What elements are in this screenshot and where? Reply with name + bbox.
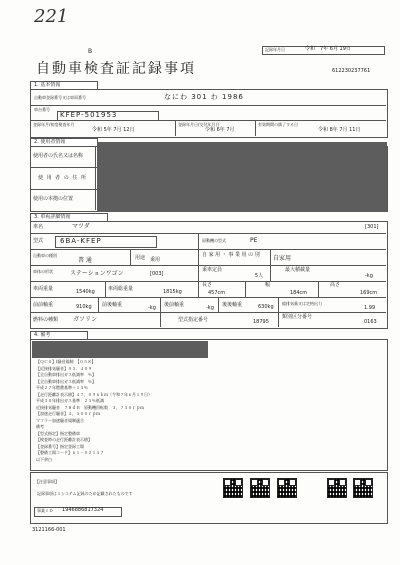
front-axle-label: 前前軸重 [33,302,54,308]
expiry-label: 有効期間の満了する日 [258,122,298,127]
first-reg-value: 令和 5年 7月 12日 [92,127,135,133]
remark-line: 近接排気騒音 ７８ｄＢ 原動機回転数 ３，７５０ｒｐｍ [36,404,144,410]
remark-line: 【走行距離計表示値】４７，０９６ｋｍ（令和７年６月１９日） [36,391,152,397]
cert-number-value: 18795 [253,319,269,325]
engine-value: PE [250,237,258,244]
body-shape-code: [003] [150,271,164,277]
maker-value: マツダ [72,223,90,230]
remark-line: 平成３０年排出ガス基準 ２５％低減 [36,398,104,403]
use-label: 用途 [135,255,146,261]
business-label: 自 家 用 ・ 事 業 用 の 別 [202,252,260,258]
rear-front-axle-label: 後前軸重 [164,302,185,308]
rear-front-axle-value: -kg [206,305,214,311]
displacement-value: 1.99 [364,305,376,311]
section4-heading: 4. 備考 [30,331,88,340]
remark-line: 【近接排気騒音】９５．４０９ [36,365,92,371]
remark-line: 【全自動車排出ガス低減率 ％】 [36,372,96,377]
displacement-label: 総排気量又は定格出力 [282,301,322,306]
reg-number-value: なにわ 301 わ 1986 [164,93,244,101]
class-number-value: 0163 [364,319,377,325]
bottom-code: 3121166-001 [32,527,66,533]
max-load-value: -kg [365,273,373,279]
remark-line: 備考 [36,424,44,429]
section1-heading: 1. 基本情報 [30,81,98,90]
remark-line: 【加速走行騒音】４，５００ｒｐｍ [36,411,100,416]
vin-value: KFEP-501953 [60,111,118,119]
vehicle-weight-value: 1540kg [76,289,95,295]
remark-line: 【検査時の走行距離計表示値】 [36,437,92,442]
gross-weight-value: 1815kg [163,289,182,295]
qr-code-2 [250,478,270,498]
redacted-user-info [97,142,387,212]
front-rear-axle-label: 前後軸重 [102,302,123,308]
handwritten-page-number: 221 [34,6,69,27]
qr-code-5 [353,478,373,498]
note-text: 記録事項は１システム記録のため記載されたものです [37,491,133,496]
qr-code-4 [327,478,347,498]
vehicle-weight-label: 車両重量 [33,286,54,292]
capacity-value: 5人 [255,273,264,279]
width-value: 184cm [290,290,308,296]
length-value: 457cm [208,290,226,296]
vehicle-type-value: 普 通 [78,257,92,264]
remark-line: マフラー加速騒音規制適合 [36,417,84,423]
expiry-value: 令和 8年 7月 11日 [318,127,361,133]
vin-label: 車台番号 [34,107,50,112]
front-axle-value: 910kg [76,304,92,310]
body-shape-label: 車体の形状 [33,269,53,274]
document-number: 612230237761 [332,68,371,74]
rear-axle-label: 後後軸重 [222,302,243,308]
vehicle-type-label: 自動車の種別 [33,253,57,258]
maker-label: 車名 [33,224,44,230]
remark-line: 【全自動車排出ガス低減率 ％】 [36,378,96,384]
rear-axle-value: 630kg [258,304,274,310]
reg-number-label: 自動車登録番号又は車両番号 [34,95,86,100]
model-value: 6BA-KFEP [60,237,102,245]
business-value: 自家用 [273,255,292,262]
reg-date-value: 令和 6年 7月 [205,127,235,133]
capacity-label: 乗車定員 [202,267,223,273]
height-value: 169cm [360,290,378,296]
redacted-remarks-header [32,341,208,358]
remark-line: 【整備工場コード】６１－０２１５７ [36,450,104,455]
engine-label: 原動機の型式 [202,238,226,243]
business-id-label: 事業ＩＤ [37,508,53,513]
remark-line: 【登録番号】指定登録工場 [36,443,84,449]
model-label: 型式 [33,238,44,244]
remark-line: 平成２７年燃費基準＋１５％ [36,385,88,390]
fuel-value: ガソリン [73,316,98,323]
issue-date-label: 記録年月日 [265,47,285,52]
remark-line: 【型式指定】指定整備車 [36,430,80,436]
reg-date-label: 登録年月日/交付年月日 [178,122,220,127]
qr-code-1 [223,478,243,498]
base-location-label: 使用の本拠の位置 [33,196,74,202]
business-id-value: 1946886817324 [62,507,104,513]
fuel-label: 燃料の種類 [33,317,59,323]
user-name-label: 使用者の氏名又は名称 [33,153,84,159]
class-number-label: 類別区分番号 [282,314,313,320]
section3-heading: 3. 車両詳細情報 [30,213,108,222]
note-heading: 【注意事項】 [35,479,59,484]
body-shape-value: ステーションワゴン [70,270,124,277]
remark-line: 以下余白 [36,456,52,462]
length-label: 長さ [202,282,213,288]
cert-number-label: 型式指定番号 [178,317,209,323]
max-load-label: 最大積載量 [285,267,311,273]
width-label: 幅 [265,282,271,288]
section2-heading: 2. 使用者情報 [30,138,98,147]
first-reg-label: 登録年月/初度検査年月 [33,122,75,127]
qr-code-3 [277,478,297,498]
issue-date-value: 令和 7年 6月 19日 [305,46,351,52]
remark-line: 【ＱＣ０】(騒音規制 【０５８】 [36,359,96,364]
use-value: 乗用 [150,257,161,263]
document-title: 自動車検査証記録事項 [36,61,196,77]
height-label: 高さ [330,282,341,288]
maker-code: [301] [365,224,379,230]
user-address-label: 使 用 者 の 住 所 [38,175,87,181]
front-rear-axle-value: -kg [148,305,156,311]
top-mark: B [88,48,93,55]
gross-weight-label: 車両総重量 [108,286,134,292]
